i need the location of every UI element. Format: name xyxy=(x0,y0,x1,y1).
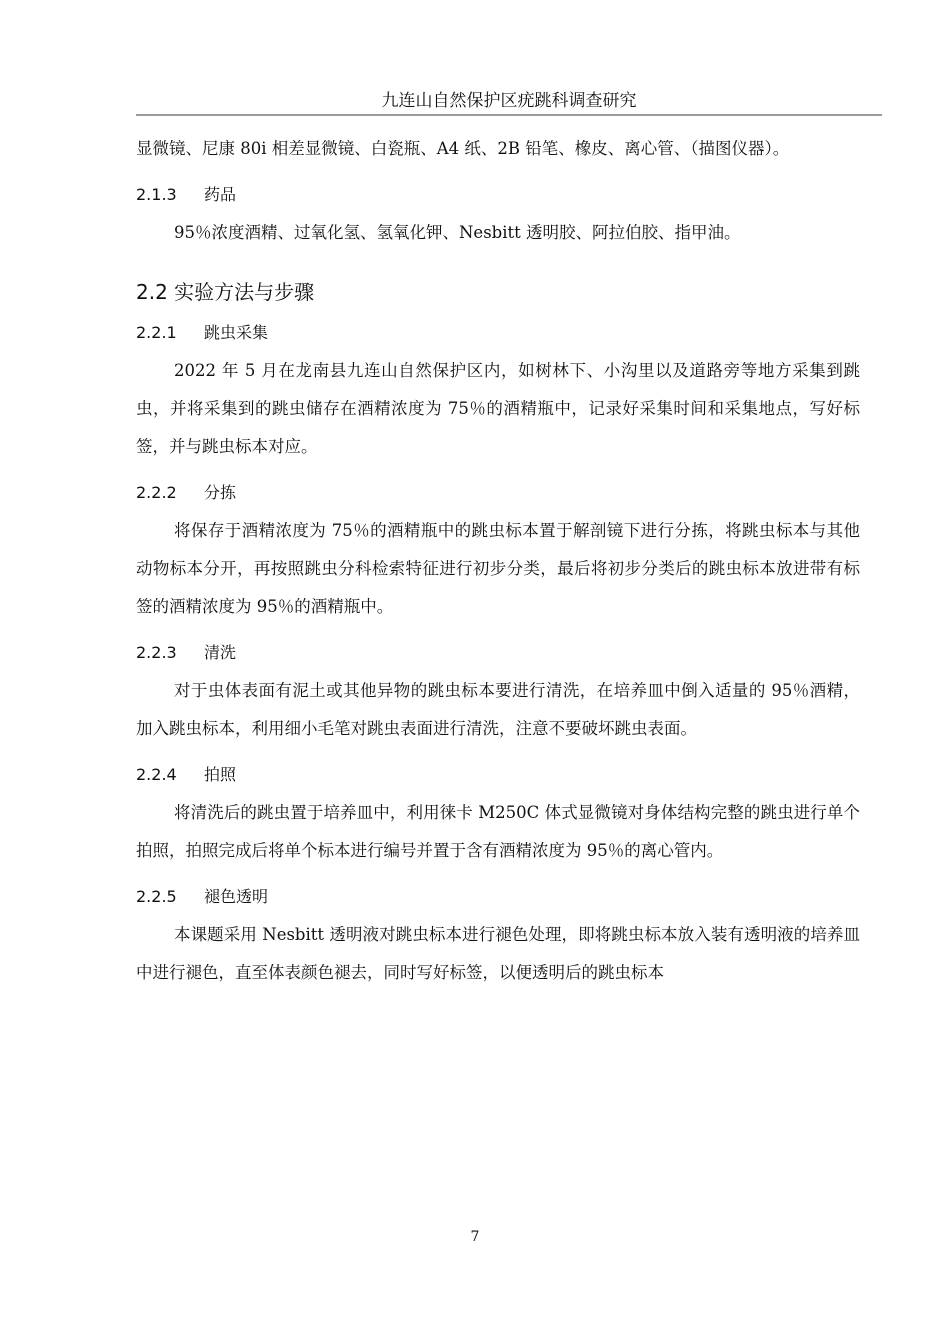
page-number: 7 xyxy=(470,1229,480,1245)
heading-2-2-1 xyxy=(136,322,860,344)
heading-number: 2.2.1 xyxy=(136,323,177,342)
document-body xyxy=(136,130,860,992)
heading-number: 2.2.5 xyxy=(136,887,177,906)
paragraph-sorting: 将保存于酒精浓度为 75％的酒精瓶中的跳虫标本置于解剖镜下进行分拣，将跳虫标本与其他动物标本分开，再按照跳虫分科检索特征进行初步分类，最后将初步分类后的跳虫标本放进带有标签的酒精浓度为 95％的酒精瓶中。 xyxy=(136,521,860,616)
heading-title: 跳虫采集 xyxy=(204,323,269,342)
heading-title: 分拣 xyxy=(204,483,237,502)
heading-number: 2.2.4 xyxy=(136,765,177,784)
heading-2-1-3 xyxy=(136,184,860,206)
page-header xyxy=(136,88,882,116)
paragraph-reagents: 95％浓度酒精、过氧化氢、氢氧化钾、Nesbitt 透明胶、阿拉伯胶、指甲油。 xyxy=(174,223,741,242)
heading-2-2: 2.2 实验方法与步骤 xyxy=(136,280,315,304)
paragraph-bleaching: 本课题采用 Nesbitt 透明液对跳虫标本进行褪色处理，即将跳虫标本放入装有透明液的培养皿中进行褪色，直至体表颜色褪去，同时写好标签，以便透明后的跳虫标本 xyxy=(136,925,860,982)
heading-number: 2.2.2 xyxy=(136,483,177,502)
heading-title: 褪色透明 xyxy=(204,887,269,906)
paragraph-equipment-continuation: 显微镜、尼康 80i 相差显微镜、白瓷瓶、A4 纸、2B 铅笔、橡皮、离心管、（描图仪器）。 xyxy=(136,139,790,158)
heading-2-2-2 xyxy=(136,482,860,504)
heading-title: 清洗 xyxy=(204,643,237,662)
paragraph-collection: 2022 年 5 月在龙南县九连山自然保护区内，如树林下、小沟里以及道路旁等地方采集到跳虫，并将采集到的跳虫储存在酒精浓度为 75％的酒精瓶中，记录好采集时间和采集地点，写好标签，并与跳虫标本对应。 xyxy=(136,361,860,456)
header-title: 九连山自然保护区疣跳科调查研究 xyxy=(381,91,637,111)
heading-title: 拍照 xyxy=(204,765,237,784)
heading-number: 2.2.3 xyxy=(136,643,177,662)
paragraph-cleaning: 对于虫体表面有泥土或其他异物的跳虫标本要进行清洗，在培养皿中倒入适量的 95％酒精，加入跳虫标本，利用细小毛笔对跳虫表面进行清洗，注意不要破坏跳虫表面。 xyxy=(136,681,860,738)
heading-title: 药品 xyxy=(204,185,237,204)
heading-number: 2.1.3 xyxy=(136,185,177,204)
heading-2-2-3 xyxy=(136,642,860,664)
paragraph-photography: 将清洗后的跳虫置于培养皿中，利用徕卡 M250C 体式显微镜对身体结构完整的跳虫进行单个拍照，拍照完成后将单个标本进行编号并置于含有酒精浓度为 95％的离心管内。 xyxy=(136,803,860,860)
heading-2-2-5 xyxy=(136,886,860,908)
heading-2-2-4 xyxy=(136,764,860,786)
